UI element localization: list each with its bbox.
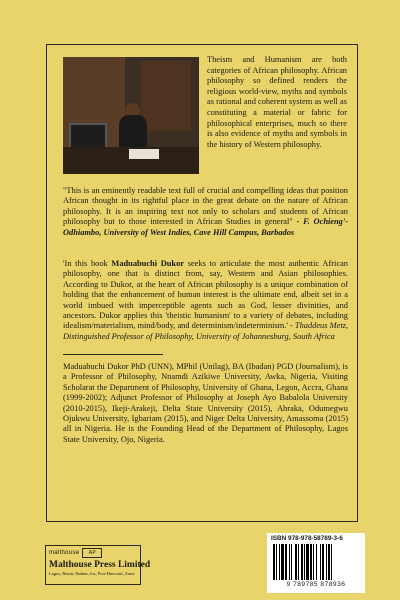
publisher-brand: malthouse bbox=[49, 550, 80, 556]
endorsement-2-text: seeks to articulate the most authentic African philosophy, one that is distinct from, say, Western and Asian philosophies. According to Dukor, at the heart of African philosophy is a unique combination of holding that the enhancement of human interest is the ultimate end, albeit set in a world imbued with imperceptible agents such as God, lesser divinities, and ancestors. Dukor applies this 'theistic humanism' to a variety of debates, including idealism/materialism, mind/body, and determinism/indeterminism.' bbox=[63, 259, 348, 331]
endorsement-1-attribution: - F. Ochieng'-Odhiambo, University of West Indies, Cave Hill Campus, Barbados bbox=[63, 217, 348, 237]
endorsement-2-lead: 'In this book bbox=[63, 259, 112, 268]
endorsement-2-author: Maduabuchi Dukor bbox=[111, 259, 184, 268]
barcode-icon bbox=[271, 544, 361, 580]
publisher-mark-icon: AP bbox=[82, 548, 102, 558]
bookshelf-right bbox=[141, 61, 191, 131]
author-bio: Maduabuchi Dukor PhD (UNN), MPhil (Unilag), BA (Ibadan) PGD (Journalism), is a Professor of Philosophy, Nnamdi Azikiwe University, Awka, Nigeria, Visiting Scholarat the Department of Philosophy, University of Ghana, Legon, Accra, Ghana (1999-2002); Adjunct Professor of Philosophy at Joseph Ayo Babalola University (2010-2015), Ikeji-Arakeji, Delta State University (2015), Abraka, Odumegwu Ojukwu University, Igbariam (2015), and Niger Delta University, Amassoma (2015) all in Nigeria. He is the Founding Head of the Department of Philosophy, Lagos State University, Ojo, Nigeria. bbox=[63, 362, 348, 444]
intro-text: Theism and Humanism are both categories of African philosophy. African philosophy so defined renders the religious world-view, myths and symbols as rational and coherent system as well as constituting a material or fabric for philosophical enterprises, much so there is also evidence of myths and symbols in the history of Western philosophy. bbox=[207, 55, 347, 149]
isbn-text: ISBN 978-978-58789-3-6 bbox=[271, 535, 343, 542]
publisher-name: Malthouse Press Limited bbox=[49, 560, 151, 570]
endorsement-1 bbox=[63, 186, 348, 238]
ean-number: 9 789785 878936 bbox=[286, 581, 346, 588]
endorsement-1-text: "This is an eminently readable text full of crucial and compelling ideas that position African thought in its rightful place in the great debate on the nature of African philosophy. It is an inspiring text not only to scholars and students of African philosophy but to those interested in African Studies in general" bbox=[63, 186, 348, 227]
endorsement-2 bbox=[63, 259, 348, 342]
publisher-locations: Lagos, Benin, Ibadan, Jos, Port-Harcourt, Zaria bbox=[49, 571, 135, 576]
publisher-logo bbox=[45, 545, 151, 585]
endorsement-2-attribution: - Thaddeus Metz, Distinguished Professor of Philosophy, University of Johannesburg, South Africa bbox=[63, 321, 349, 341]
barcode-box bbox=[267, 533, 365, 593]
desk-papers bbox=[129, 149, 159, 159]
author-figure bbox=[119, 115, 147, 149]
section-divider bbox=[63, 354, 163, 355]
author-photo bbox=[63, 57, 199, 174]
